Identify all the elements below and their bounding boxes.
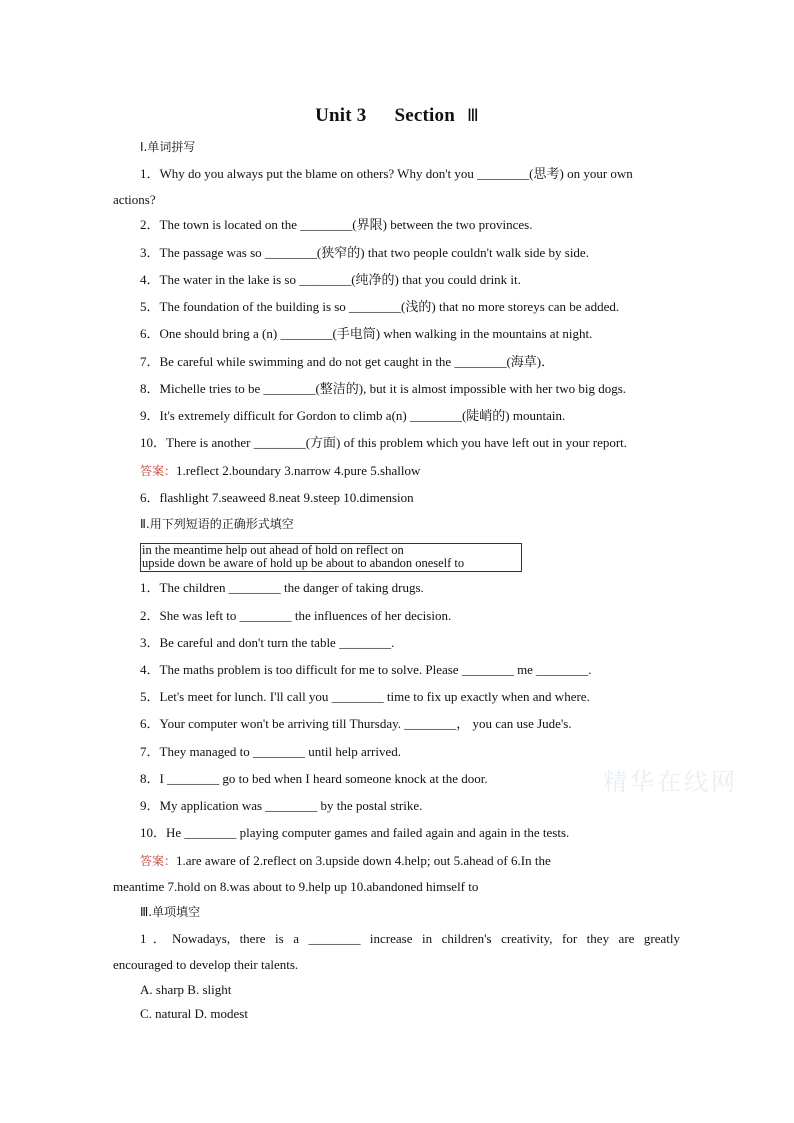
title-roman: Ⅲ: [466, 106, 479, 126]
s2-question-4: 4．The maths problem is too difficult for me to solve. Please ________ me ________.: [140, 662, 592, 677]
s2-question-7: 7．They managed to ________ until help arrived.: [140, 744, 402, 759]
s1-question-6: 6．One should bring a (n) ________(手电筒) when walking in the mountains at night.: [140, 326, 593, 341]
section2-heading: Ⅱ.用下列短语的正确形式填空: [140, 517, 294, 531]
page-title: [0, 105, 794, 127]
s1-question-1-line1: 1．Why do you always put the blame on others? Why don't you ________(思考) on your own: [140, 166, 633, 181]
s2-question-5: 5．Let's meet for lunch. I'll call you ________ time to fix up exactly when and where.: [140, 689, 590, 704]
s1-question-10: 10．There is another ________(方面) of this problem which you have left out in your report.: [140, 435, 628, 450]
s2-answer-label: 答案：: [140, 854, 177, 868]
s1-answer-line1: [140, 463, 420, 479]
s2-question-10: 10．He ________ playing computer games and failed again and again in the tests.: [140, 825, 570, 840]
s2-question-3: 3．Be careful and don't turn the table ________.: [140, 635, 395, 650]
title-section: Section: [394, 105, 455, 126]
s2-answer-text: 1.are aware of 2.reflect on 3.upside down 4.help; out 5.ahead of 6.In the: [176, 853, 551, 868]
s3-question-1-line2: encouraged to develop their talents.: [113, 957, 299, 972]
s2-answer-line2: meantime 7.hold on 8.was about to 9.help up 10.abandoned himself to: [113, 879, 479, 894]
phrase-box-line2: upside down be aware of hold up be about to abandon oneself to: [142, 556, 465, 570]
s1-question-8: 8．Michelle tries to be ________(整洁的), but it is almost impossible with her two big dogs.: [140, 381, 627, 396]
s1-answer-line2: 6．flashlight 7.seaweed 8.neat 9.steep 10.dimension: [140, 490, 414, 505]
s3-options-line1: A. sharp B. slight: [140, 982, 232, 997]
watermark: 精华在线网: [603, 768, 738, 796]
s2-question-1: 1．The children ________ the danger of taking drugs.: [140, 580, 424, 595]
s2-question-2: 2．She was left to ________ the influences of her decision.: [140, 608, 452, 623]
s1-question-5: 5．The foundation of the building is so ________(浅的) that no more storeys can be added.: [140, 299, 620, 314]
s1-question-3: 3．The passage was so ________(狭窄的) that two people couldn't walk side by side.: [140, 245, 589, 260]
phrase-box: [140, 543, 522, 572]
s1-question-2: 2．The town is located on the ________(界限) between the two provinces.: [140, 217, 533, 232]
s3-options-line2: C. natural D. modest: [140, 1006, 248, 1021]
phrase-box-line1: in the meantime help out ahead of hold on reflect on: [142, 543, 404, 557]
s1-question-7: 7．Be careful while swimming and do not get caught in the ________(海草)．: [140, 354, 555, 369]
s1-question-9: 9．It's extremely difficult for Gordon to climb a(n) ________(陡峭的) mountain.: [140, 408, 566, 423]
s1-answer-label: 答案：: [140, 464, 177, 478]
s2-answer-line1: [140, 853, 551, 869]
s3-question-1-line1: 1．Nowadays, there is a ________ increase in children's creativity, for they are greatly: [140, 931, 680, 946]
s2-question-9: 9．My application was ________ by the postal strike.: [140, 798, 423, 813]
s2-question-6: 6．Your computer won't be arriving till Thursday. ________， you can use Jude's.: [140, 716, 572, 731]
s1-question-1-line2: actions?: [113, 192, 156, 207]
s1-question-4: 4．The water in the lake is so ________(纯净的) that you could drink it.: [140, 272, 521, 287]
title-unit: Unit 3: [315, 105, 367, 126]
section1-heading: Ⅰ.单词拼写: [140, 140, 196, 154]
section3-heading: Ⅲ.单项填空: [140, 905, 201, 919]
s1-answer-text: 1.reflect 2.boundary 3.narrow 4.pure 5.shallow: [176, 463, 421, 478]
s2-question-8: 8．I ________ go to bed when I heard someone knock at the door.: [140, 771, 488, 786]
